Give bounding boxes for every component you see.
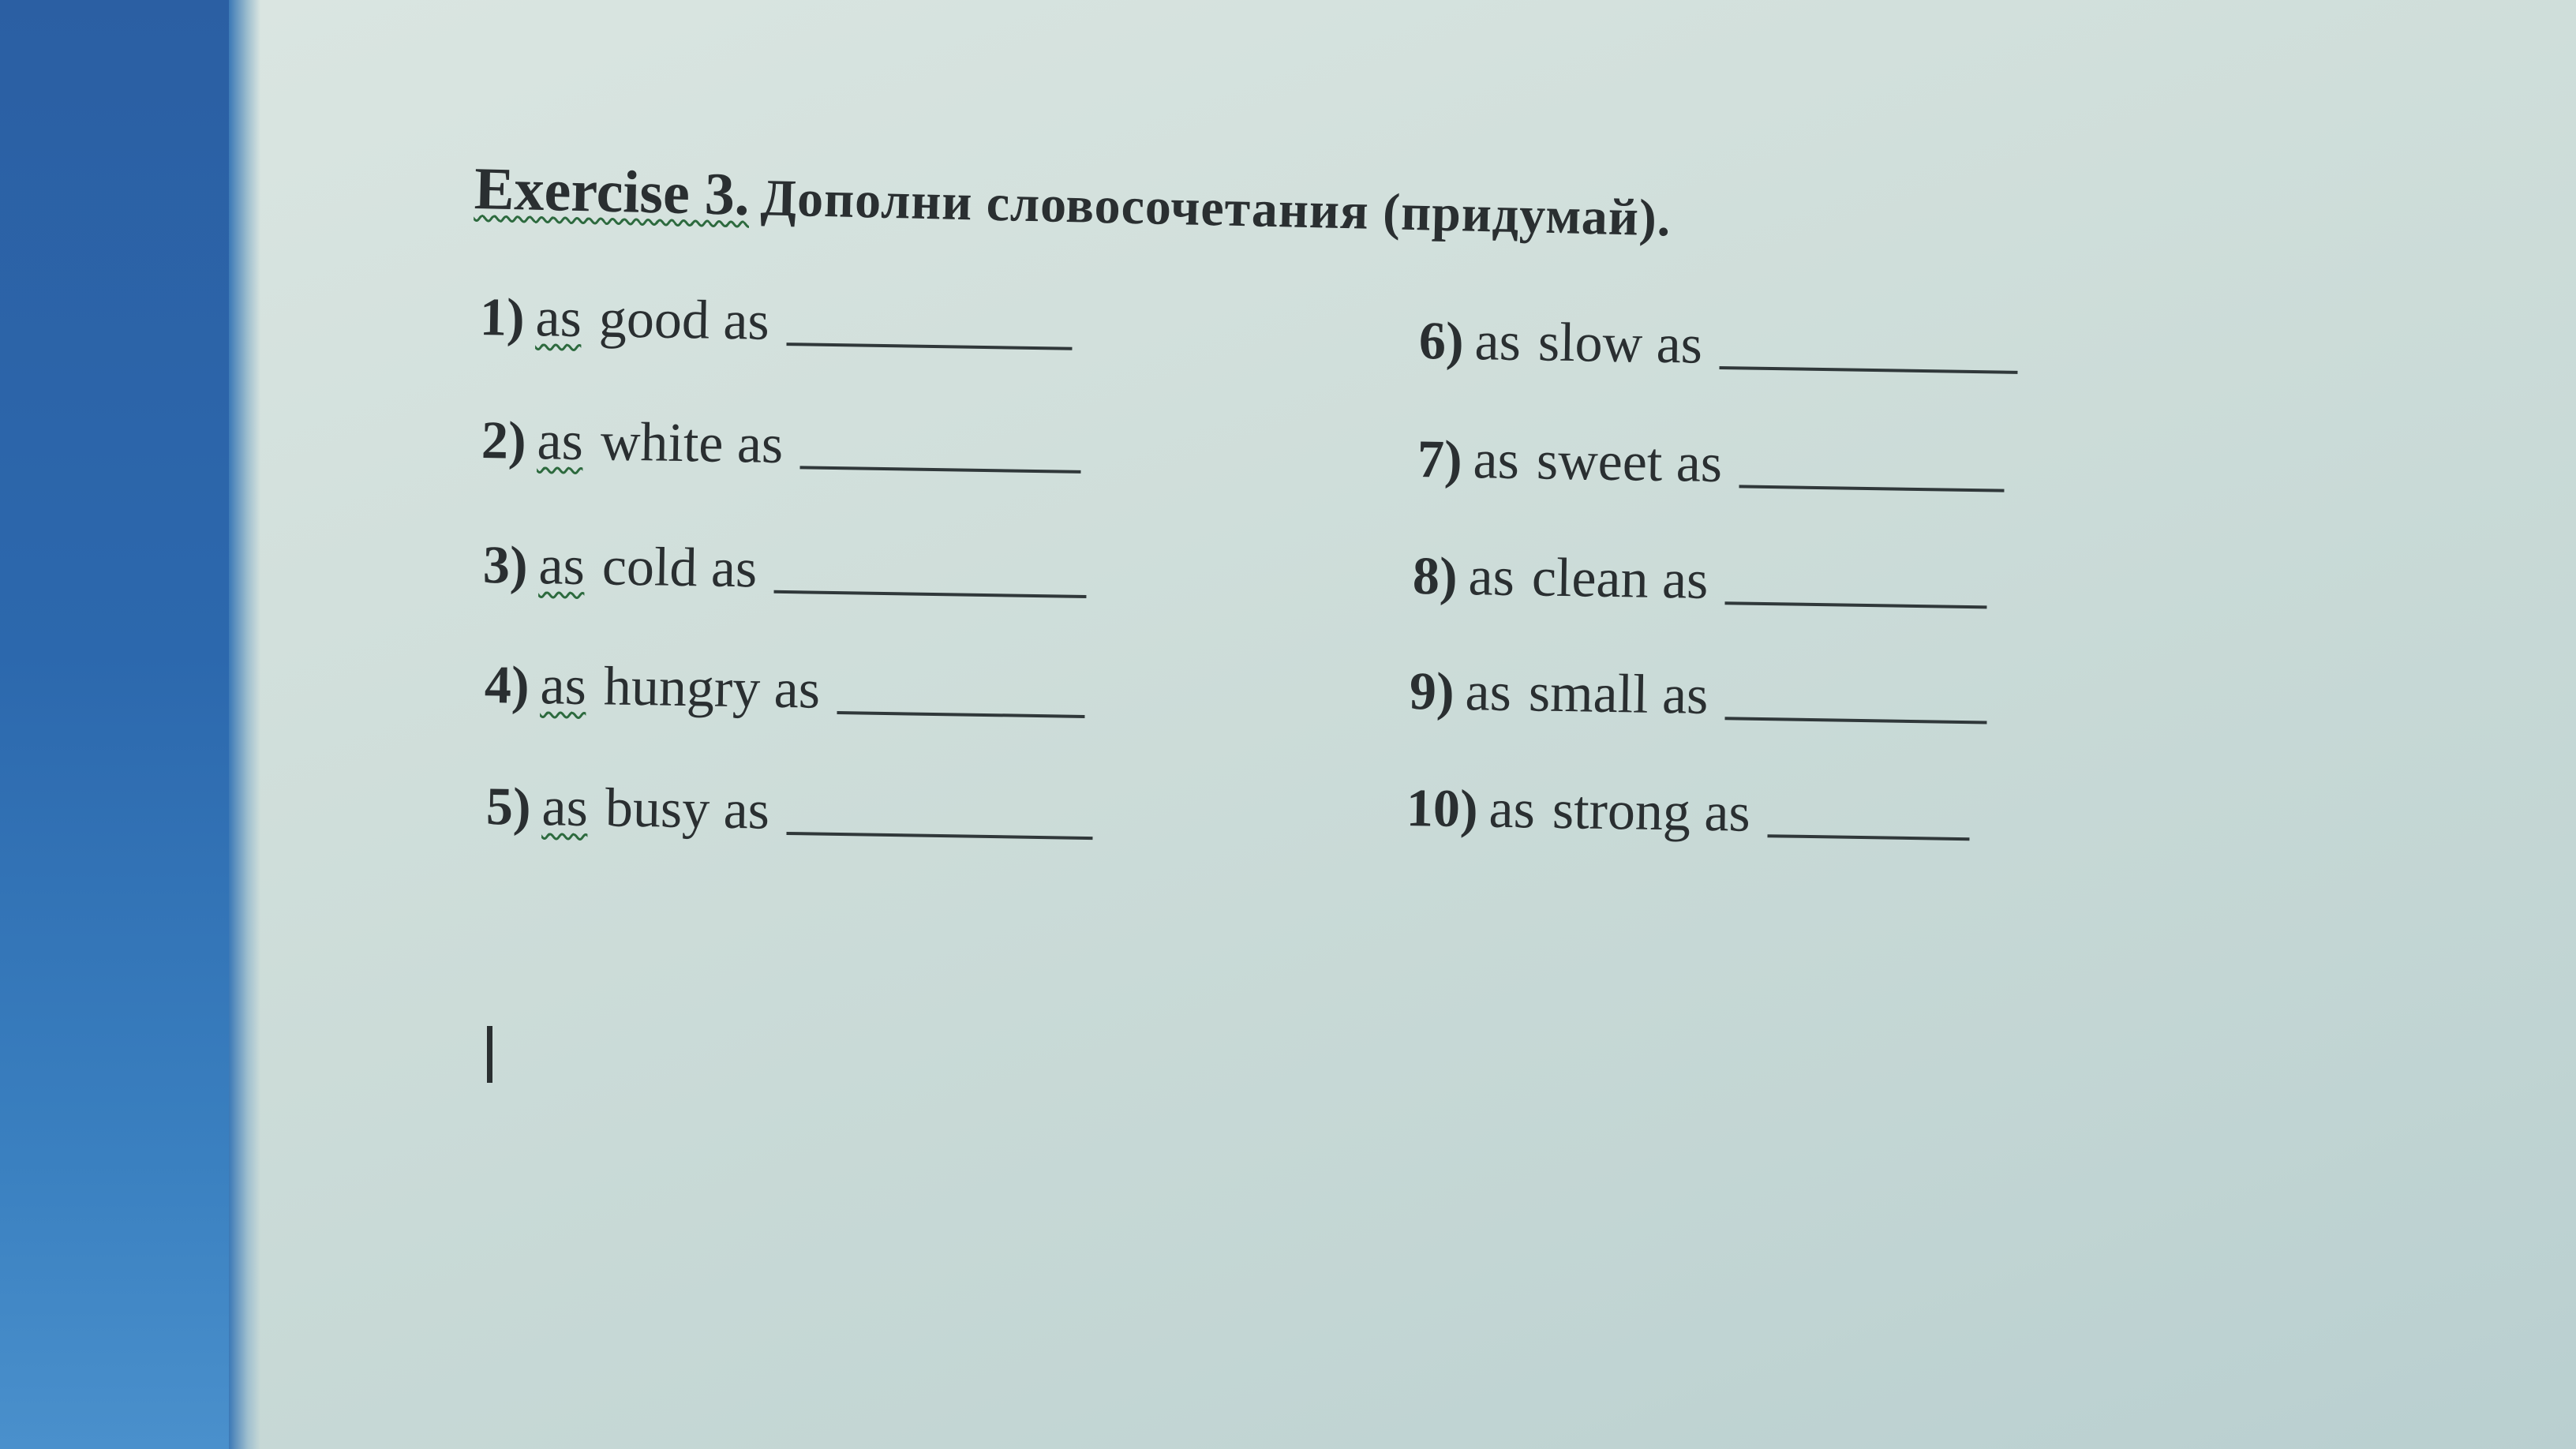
item-phrase: clean as — [1531, 547, 1709, 611]
item-phrase: sweet as — [1536, 430, 1723, 495]
answer-blank[interactable] — [1767, 834, 1969, 841]
item-phrase: small as — [1528, 662, 1709, 726]
left-blue-panel — [0, 0, 237, 1449]
item-number: 10) — [1406, 777, 1479, 839]
document-page[interactable] — [260, 0, 2576, 1449]
item-phrase: busy as — [605, 777, 770, 841]
exercise-item-3 — [482, 534, 1087, 606]
exercise-heading — [474, 155, 1672, 250]
item-number: 8) — [1412, 545, 1458, 606]
answer-blank[interactable] — [1739, 485, 2005, 492]
answer-blank[interactable] — [774, 590, 1087, 598]
exercise-item-5 — [485, 775, 1093, 848]
exercise-item-9 — [1409, 660, 1988, 732]
item-number: 1) — [479, 286, 526, 347]
answer-blank[interactable] — [837, 711, 1085, 718]
exercise-instruction: Дополни словосочетания (придумай). — [759, 169, 1672, 248]
item-phrase: white as — [600, 411, 784, 476]
exercise-number: Exercise 3. — [474, 155, 751, 228]
item-number: 4) — [484, 654, 530, 715]
item-as-word: as — [1474, 311, 1522, 373]
item-phrase: cold as — [601, 536, 758, 600]
item-as-word: as — [535, 287, 582, 350]
item-as-word: as — [1488, 778, 1536, 841]
item-as-word: as — [1468, 546, 1515, 608]
exercise-item-4 — [484, 653, 1085, 726]
item-number: 6) — [1418, 310, 1465, 371]
answer-blank[interactable] — [1725, 717, 1987, 724]
item-phrase: hungry as — [603, 656, 821, 721]
answer-blank[interactable] — [1720, 366, 2018, 374]
item-number: 2) — [481, 410, 527, 470]
item-as-word: as — [538, 535, 586, 597]
item-phrase: strong as — [1552, 779, 1751, 844]
item-number: 3) — [482, 534, 529, 595]
item-phrase: slow as — [1537, 312, 1703, 376]
answer-blank[interactable] — [1725, 601, 1987, 608]
exercise-item-1 — [479, 286, 1073, 358]
item-as-word: as — [537, 410, 584, 473]
answer-blank[interactable] — [800, 466, 1081, 474]
answer-blank[interactable] — [786, 343, 1072, 350]
left-panel-edge — [229, 0, 260, 1449]
item-number: 9) — [1409, 661, 1455, 721]
item-number: 7) — [1417, 429, 1463, 489]
text-cursor — [487, 1026, 492, 1083]
exercise-item-2 — [481, 409, 1081, 481]
exercise-item-10 — [1406, 777, 1970, 848]
item-as-word: as — [540, 655, 587, 717]
answer-blank[interactable] — [787, 832, 1093, 840]
exercise-item-6 — [1418, 309, 2018, 382]
item-as-word: as — [1473, 429, 1520, 492]
exercise-item-8 — [1412, 545, 1988, 616]
item-as-word: as — [541, 777, 589, 839]
exercise-item-7 — [1417, 428, 2005, 500]
item-number: 5) — [485, 776, 532, 837]
item-as-word: as — [1465, 661, 1512, 724]
item-phrase: good as — [598, 288, 770, 352]
